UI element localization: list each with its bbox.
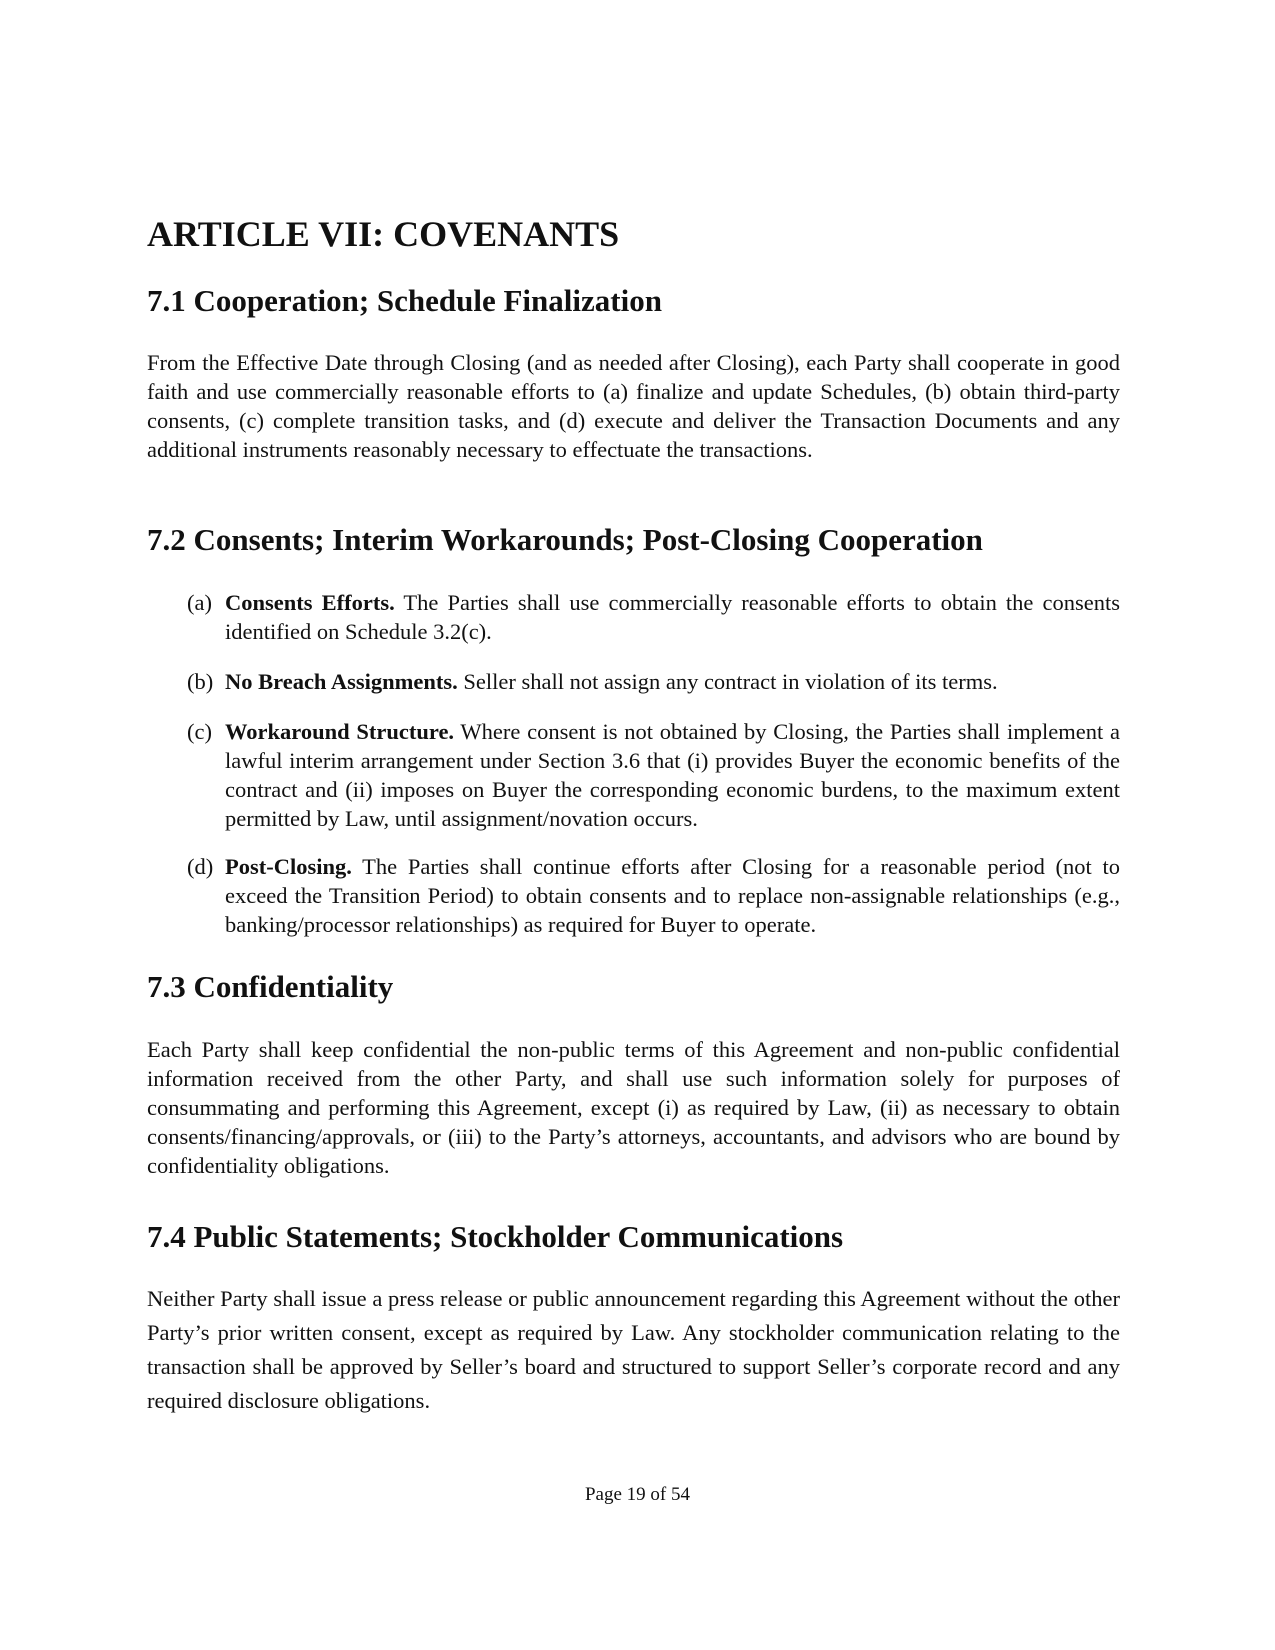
list-item-text: Seller shall not assign any contract in violation of its terms. [457, 669, 998, 694]
list-marker: (c) [187, 719, 212, 744]
section-7-2-heading: 7.2 Consents; Interim Workarounds; Post-Closing Cooperation [147, 522, 983, 557]
section-7-3-body: Each Party shall keep confidential the non-public terms of this Agreement and non-public confidential information received from the other Party, and shall use such information solely for purposes of consummating and performing this Agreement, except (i) as required by Law, (ii) as necessary to obtain consents/financing/approvals, or (iii) to the Party’s attorneys, accountants, and advisors who are bound by confidentiality obligations. [147, 1037, 1120, 1178]
section-7-4-body: Neither Party shall issue a press release or public announcement regarding this Agreement without the other Party’s prior written consent, except as required by Law. Any stockholder communication relating to the transaction shall be approved by Seller’s board and structured to support Seller’s corporate record and any required disclosure obligations. [147, 1286, 1120, 1413]
list-item-lead: Consents Efforts. [225, 590, 395, 615]
list-item-a [187, 588, 1120, 646]
list-item-d [187, 852, 1120, 939]
article-title: ARTICLE VII: COVENANTS [147, 214, 620, 254]
section-7-1-heading: 7.1 Cooperation; Schedule Finalization [147, 283, 662, 318]
list-item-lead: No Breach Assignments. [225, 669, 458, 694]
section-7-4-heading: 7.4 Public Statements; Stockholder Communications [147, 1219, 844, 1254]
list-marker: (a) [187, 590, 212, 615]
section-7-1-body: From the Effective Date through Closing (and as needed after Closing), each Party shall cooperate in good faith and use commercially reasonable efforts to (a) finalize and update Schedules, (b) obtain third-party consents, (c) complete transition tasks, and (d) execute and deliver the Transaction Documents and any additional instruments reasonably necessary to effectuate the transactions. [147, 350, 1120, 462]
list-item-b [187, 667, 1120, 696]
section-7-3-heading: 7.3 Confidentiality [147, 969, 394, 1004]
list-item-text: The Parties shall use commercially reasonable efforts to obtain the consents identified on Schedule 3.2(c). [225, 590, 1120, 644]
page-number: Page 19 of 54 [584, 1484, 690, 1505]
list-item-text: The Parties shall continue efforts after Closing for a reasonable period (not to exceed the Transition Period) to obtain consents and to replace non-assignable relationships (e.g., banking/processor relationships) as required for Buyer to operate. [225, 854, 1120, 937]
list-item-text: Where consent is not obtained by Closing, the Parties shall implement a lawful interim arrangement under Section 3.6 that (i) provides Buyer the economic benefits of the contract and (ii) imposes on Buyer the corresponding economic burdens, to the maximum extent permitted by Law, until assignment/novation occurs. [225, 719, 1120, 831]
list-item-c [187, 717, 1120, 833]
list-marker: (d) [187, 854, 214, 879]
list-item-lead: Workaround Structure. [225, 719, 455, 744]
list-item-lead: Post-Closing. [225, 854, 352, 879]
list-marker: (b) [187, 669, 214, 694]
